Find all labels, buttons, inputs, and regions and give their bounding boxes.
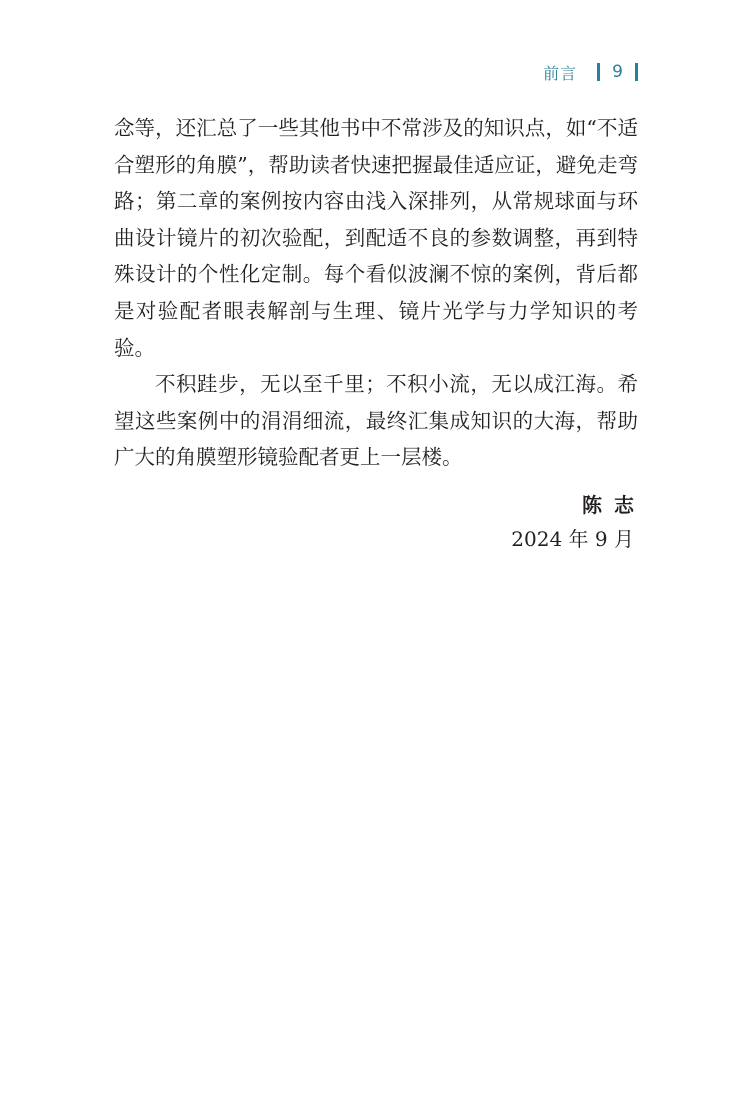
section-title: 前言 [543, 63, 578, 83]
signature-date: 2024 年 9 月 [511, 527, 634, 551]
author-name: 陈志 [582, 493, 646, 517]
paragraph-continued: 念等，还汇总了一些其他书中不常涉及的知识点，如“不适合塑形的角膜”，帮助读者快速把握最佳适应证，避免走弯路；第二章的案例按内容由浅入深排列，从常规球面与环曲设计镜片的初次验配，到配适不良的参数调整，再到特殊设计的个性化定制。每个看似波澜不惊的案例，背后都是对验配者眼表解剖与生理、镜片光学与力学知识的考验。 [114, 116, 638, 360]
header-divider [597, 63, 600, 81]
header-divider [635, 63, 638, 81]
running-header [543, 60, 638, 84]
preface-body [114, 110, 638, 476]
signature-block [511, 488, 646, 556]
page-number: 9 [612, 62, 623, 82]
paragraph-closing: 不积跬步，无以至千里；不积小流，无以成江海。希望这些案例中的涓涓细流，最终汇集成知识的大海，帮助广大的角膜塑形镜验配者更上一层楼。 [114, 372, 638, 470]
